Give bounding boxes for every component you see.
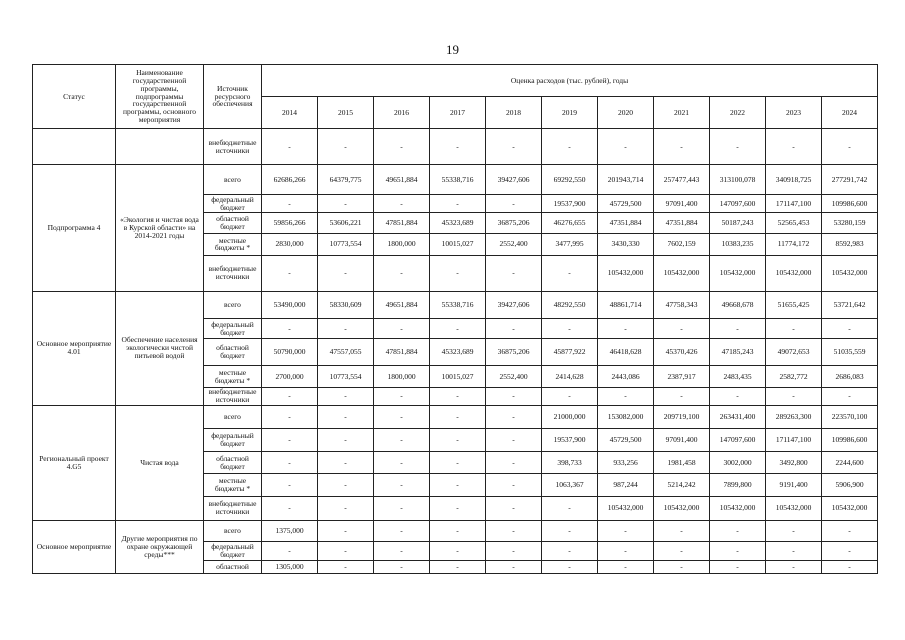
value-cell: - [486,428,542,451]
value-cell: 5214,242 [654,473,710,496]
year-header: 2020 [598,97,654,129]
value-cell: - [430,541,486,560]
value-cell: 59856,266 [262,212,318,233]
value-cell: 49072,653 [766,338,822,366]
value-cell: - [542,255,598,291]
value-cell: 47557,055 [318,338,374,366]
value-cell: - [318,387,374,405]
value-cell: - [710,541,766,560]
year-header: 2021 [654,97,710,129]
value-cell: - [318,541,374,560]
value-cell: 2552,400 [486,234,542,255]
value-cell: - [542,561,598,574]
source-cell: внебюджетные источники [204,129,262,165]
value-cell: - [318,255,374,291]
value-cell: - [486,255,542,291]
status-cell: Основное мероприятие 4.01 [33,291,116,405]
value-cell: 62686,266 [262,165,318,195]
value-cell: - [654,319,710,338]
value-cell: 47851,884 [374,212,430,233]
value-cell: - [262,473,318,496]
value-cell: - [262,319,318,338]
value-cell: - [374,129,430,165]
value-cell: - [598,561,654,574]
value-cell: 45877,922 [542,338,598,366]
value-cell: 58330,609 [318,291,374,319]
value-cell: - [262,255,318,291]
source-cell: местные бюджеты * [204,366,262,387]
value-cell: - [374,195,430,213]
value-cell: - [486,541,542,560]
value-cell: - [318,319,374,338]
source-cell: всего [204,405,262,428]
value-cell: - [262,452,318,473]
value-cell: - [262,497,318,520]
source-cell: всего [204,520,262,541]
value-cell: - [262,387,318,405]
value-cell: 201943,714 [598,165,654,195]
value-cell: 1063,367 [542,473,598,496]
table-row [33,520,878,541]
value-cell: - [318,497,374,520]
name-cell: Обеспечение населения экологически чистой питьевой водой [116,291,204,405]
value-cell: - [374,497,430,520]
value-cell: 45729,500 [598,195,654,213]
value-cell: 2686,083 [822,366,878,387]
value-cell: - [654,520,710,541]
source-cell: внебюджетные источники [204,387,262,405]
table-row [33,165,878,195]
value-cell: - [262,405,318,428]
value-cell: - [598,541,654,560]
value-cell: 105432,000 [710,255,766,291]
value-cell: - [374,452,430,473]
value-cell: - [318,405,374,428]
value-cell: - [542,541,598,560]
value-cell: 21000,000 [542,405,598,428]
value-cell: - [822,129,878,165]
header-name: Наименование государственной программы, подпрограммы государственной программы, основного мероприятия [116,65,204,129]
value-cell: - [374,520,430,541]
year-header: 2018 [486,97,542,129]
value-cell: - [430,195,486,213]
value-cell: 263431,400 [710,405,766,428]
value-cell: - [486,497,542,520]
value-cell: - [430,520,486,541]
value-cell: - [710,129,766,165]
year-header: 2022 [710,97,766,129]
value-cell: 105432,000 [710,497,766,520]
value-cell: - [598,520,654,541]
value-cell: 53490,000 [262,291,318,319]
value-cell: - [374,405,430,428]
source-cell: всего [204,165,262,195]
value-cell: 45323,689 [430,338,486,366]
source-cell: областной [204,561,262,574]
value-cell: - [486,405,542,428]
table-row [33,129,878,165]
name-cell: «Экология и чистая вода в Курской области» на 2014-2021 годы [116,165,204,292]
value-cell: 3430,330 [598,234,654,255]
value-cell: - [766,520,822,541]
value-cell: 64379,775 [318,165,374,195]
value-cell: - [710,387,766,405]
value-cell: 7899,800 [710,473,766,496]
value-cell: 2244,600 [822,452,878,473]
header-status: Статус [33,65,116,129]
value-cell: 153082,000 [598,405,654,428]
source-cell: внебюджетные источники [204,255,262,291]
name-cell [116,129,204,165]
value-cell: 55338,716 [430,165,486,195]
value-cell: - [598,387,654,405]
value-cell: - [486,129,542,165]
name-cell: Другие мероприятия по охране окружающей среды*** [116,520,204,573]
value-cell: - [430,452,486,473]
value-cell: 277291,742 [822,165,878,195]
value-cell: 39427,606 [486,291,542,319]
status-cell: Региональный проект 4.G5 [33,405,116,520]
value-cell: - [374,319,430,338]
source-cell: внебюджетные источники [204,497,262,520]
table-row [33,291,878,319]
value-cell: - [318,428,374,451]
value-cell: 49651,884 [374,165,430,195]
value-cell: 1800,000 [374,366,430,387]
source-cell: местные бюджеты * [204,234,262,255]
value-cell: - [430,473,486,496]
year-header: 2017 [430,97,486,129]
value-cell: 45729,500 [598,428,654,451]
value-cell: - [430,561,486,574]
value-cell: 933,256 [598,452,654,473]
value-cell: 257477,443 [654,165,710,195]
source-cell: местные бюджеты * [204,473,262,496]
value-cell: - [822,520,878,541]
value-cell: - [318,195,374,213]
value-cell: 39427,606 [486,165,542,195]
value-cell: - [374,387,430,405]
value-cell: 3477,995 [542,234,598,255]
value-cell: 109986,600 [822,428,878,451]
source-cell: всего [204,291,262,319]
page-number: 19 [446,42,459,57]
value-cell: - [822,561,878,574]
value-cell: 109986,600 [822,195,878,213]
value-cell: 2387,917 [654,366,710,387]
value-cell: 171147,100 [766,195,822,213]
value-cell: - [374,541,430,560]
value-cell: 171147,100 [766,428,822,451]
value-cell: 1800,000 [374,234,430,255]
status-cell: Подпрограмма 4 [33,165,116,292]
value-cell: 19537,900 [542,428,598,451]
value-cell: - [486,561,542,574]
value-cell: - [766,319,822,338]
value-cell: 105432,000 [598,255,654,291]
value-cell: 105432,000 [766,497,822,520]
source-cell: федеральный бюджет [204,195,262,213]
value-cell: 10773,554 [318,234,374,255]
value-cell: - [486,387,542,405]
value-cell: - [766,129,822,165]
header-estimate: Оценка расходов (тыс. рублей), годы [262,65,878,97]
value-cell: - [598,129,654,165]
year-header: 2014 [262,97,318,129]
value-cell: 49651,884 [374,291,430,319]
year-header: 2016 [374,97,430,129]
value-cell: - [710,319,766,338]
value-cell: 49668,678 [710,291,766,319]
name-cell: Чистая вода [116,405,204,520]
value-cell: - [318,473,374,496]
value-cell: 2582,772 [766,366,822,387]
value-cell: 2414,628 [542,366,598,387]
value-cell: 10773,554 [318,366,374,387]
year-header: 2015 [318,97,374,129]
value-cell: - [598,319,654,338]
value-cell: 147097,600 [710,428,766,451]
value-cell: - [654,541,710,560]
value-cell: 3002,000 [710,452,766,473]
value-cell: 47351,884 [598,212,654,233]
value-cell: - [486,473,542,496]
value-cell: - [486,520,542,541]
value-cell: 2483,435 [710,366,766,387]
value-cell: - [430,497,486,520]
value-cell: 97091,400 [654,195,710,213]
value-cell: - [486,195,542,213]
value-cell: - [374,473,430,496]
value-cell: - [542,387,598,405]
value-cell: - [318,561,374,574]
source-cell: федеральный бюджет [204,541,262,560]
value-cell: 105432,000 [654,255,710,291]
value-cell: 97091,400 [654,428,710,451]
table-body [33,129,878,574]
value-cell: 9191,400 [766,473,822,496]
value-cell: - [542,319,598,338]
header-source: Источник ресурсного обеспечения [204,65,262,129]
source-cell: федеральный бюджет [204,319,262,338]
value-cell: - [654,129,710,165]
value-cell: 289263,300 [766,405,822,428]
value-cell: - [822,319,878,338]
value-cell: 48292,550 [542,291,598,319]
value-cell: 36875,206 [486,212,542,233]
value-cell: 69292,550 [542,165,598,195]
value-cell: 47758,343 [654,291,710,319]
value-cell: - [430,319,486,338]
value-cell: 45323,689 [430,212,486,233]
value-cell: 3492,800 [766,452,822,473]
value-cell: - [430,129,486,165]
value-cell: - [374,428,430,451]
value-cell: - [822,541,878,560]
value-cell: 47851,884 [374,338,430,366]
value-cell: 105432,000 [766,255,822,291]
value-cell: - [822,387,878,405]
table-row [33,405,878,428]
value-cell: 1375,000 [262,520,318,541]
value-cell: - [262,129,318,165]
year-header: 2019 [542,97,598,129]
value-cell: 1305,000 [262,561,318,574]
source-cell: областной бюджет [204,338,262,366]
value-cell: 53606,221 [318,212,374,233]
value-cell: - [262,195,318,213]
year-header: 2023 [766,97,822,129]
value-cell: 209719,100 [654,405,710,428]
value-cell: - [318,129,374,165]
value-cell: 313100,078 [710,165,766,195]
value-cell: - [430,428,486,451]
value-cell: 105432,000 [598,497,654,520]
budget-table [32,64,878,574]
value-cell: 36875,206 [486,338,542,366]
value-cell: 2443,086 [598,366,654,387]
value-cell: - [654,561,710,574]
value-cell: - [318,520,374,541]
value-cell: 46276,655 [542,212,598,233]
value-cell: 45370,426 [654,338,710,366]
source-cell: областной бюджет [204,452,262,473]
value-cell: 10015,027 [430,234,486,255]
value-cell: 2830,000 [262,234,318,255]
value-cell: - [710,561,766,574]
value-cell: 105432,000 [822,497,878,520]
value-cell: - [374,255,430,291]
value-cell: 10015,027 [430,366,486,387]
value-cell: 5906,900 [822,473,878,496]
value-cell: - [486,319,542,338]
value-cell: - [710,520,766,541]
value-cell: 50790,000 [262,338,318,366]
value-cell: 340918,725 [766,165,822,195]
value-cell: - [766,387,822,405]
value-cell: 987,244 [598,473,654,496]
value-cell: 2700,000 [262,366,318,387]
status-cell: Основное мероприятие [33,520,116,573]
value-cell: 223570,100 [822,405,878,428]
value-cell: 11774,172 [766,234,822,255]
value-cell: 7602,159 [654,234,710,255]
value-cell: - [766,541,822,560]
value-cell: 46418,628 [598,338,654,366]
value-cell: 51035,559 [822,338,878,366]
value-cell: 51655,425 [766,291,822,319]
source-cell: областной бюджет [204,212,262,233]
value-cell: - [318,452,374,473]
value-cell: 398,733 [542,452,598,473]
value-cell: - [430,405,486,428]
value-cell: - [262,541,318,560]
value-cell: 53280,159 [822,212,878,233]
value-cell: 1981,458 [654,452,710,473]
value-cell: - [262,428,318,451]
value-cell: - [430,255,486,291]
value-cell: 10383,235 [710,234,766,255]
value-cell: - [430,387,486,405]
value-cell: - [654,387,710,405]
status-cell [33,129,116,165]
value-cell: 55338,716 [430,291,486,319]
value-cell: 2552,400 [486,366,542,387]
value-cell: - [542,129,598,165]
value-cell: 53721,642 [822,291,878,319]
value-cell: - [542,520,598,541]
value-cell: 105432,000 [654,497,710,520]
value-cell: 50187,243 [710,212,766,233]
value-cell: 52565,453 [766,212,822,233]
value-cell: 147097,600 [710,195,766,213]
value-cell: - [374,561,430,574]
value-cell: 47351,884 [654,212,710,233]
value-cell: 8592,983 [822,234,878,255]
value-cell: 105432,000 [822,255,878,291]
source-cell: федеральный бюджет [204,428,262,451]
year-header: 2024 [822,97,878,129]
value-cell: - [486,452,542,473]
value-cell: 19537,900 [542,195,598,213]
value-cell: - [766,561,822,574]
value-cell: 47185,243 [710,338,766,366]
value-cell: 48861,714 [598,291,654,319]
value-cell: - [542,497,598,520]
